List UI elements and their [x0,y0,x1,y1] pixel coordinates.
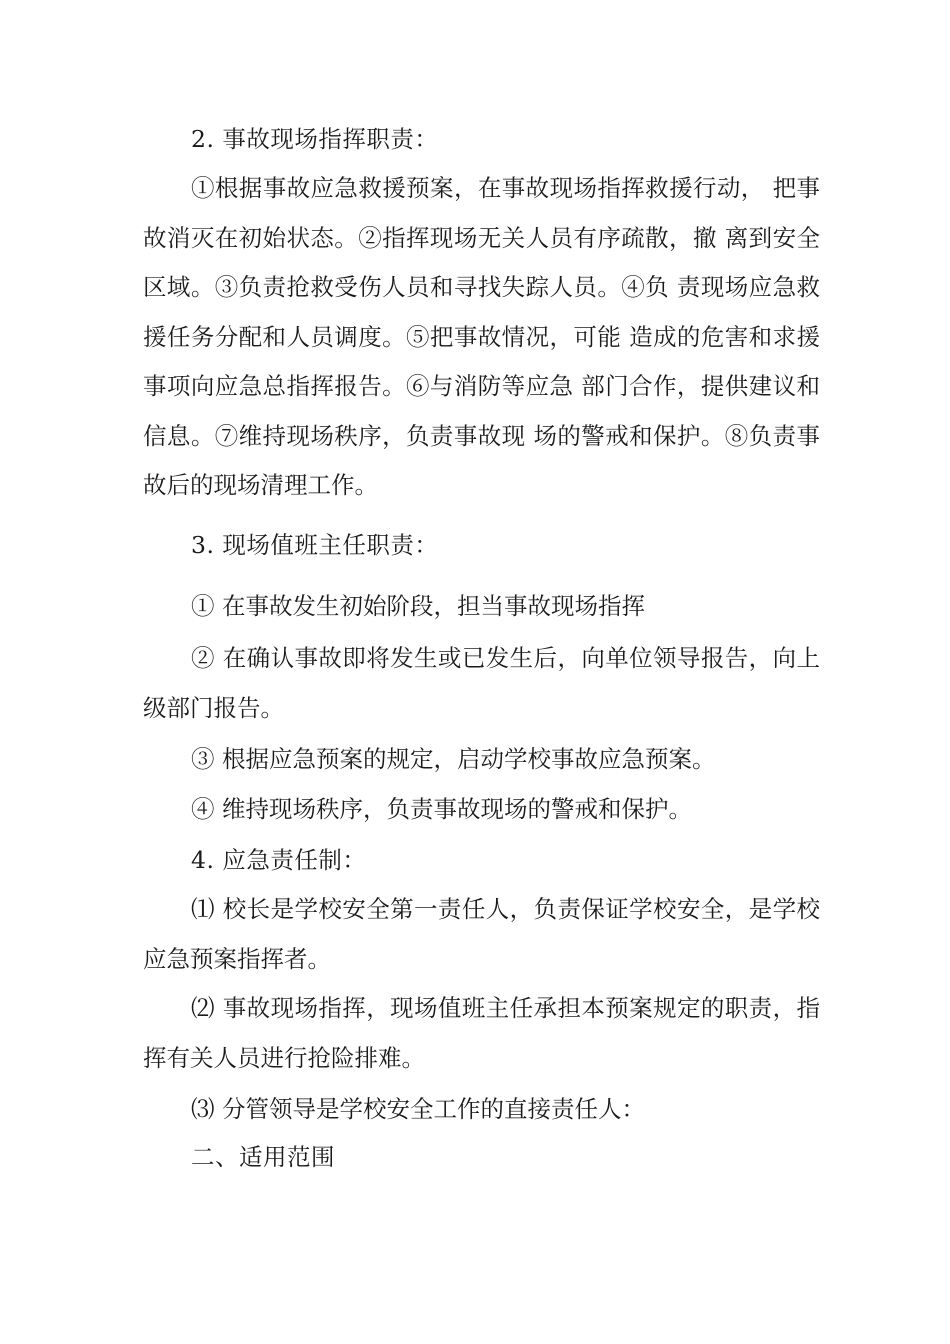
section-heading-duty-director: 3. 现场值班主任职责： [191,531,439,559]
paragraph-responsibility-2: ⑵ 事故现场指挥，现场值班主任承担本预案规定的职责，指挥有关人员进行抢险排难。 [143,994,820,1072]
paragraph-responsibility-1: ⑴ 校长是学校安全第一责任人，负责保证学校安全，是学校应急预案指挥者。 [143,895,820,973]
paragraph-duty-item-1: ① 在事故发生初始阶段，担当事故现场指挥 [191,592,645,620]
paragraph-duty-item-2: ② 在确认事故即将发生或已发生后，向单位领导报告，向上级部门报告。 [143,644,820,722]
paragraph-command-duties: ①根据事故应急救援预案，在事故现场指挥救援行动， 把事故消灭在初始状态。②指挥现场无关人员有序疏散，撤 离到安全区域。③负责抢救受伤人员和寻找失踪人员。④负 责现场应急救援任务分配和人员调度。⑤把事故情况，可能 造成的危害和求援事项向应急总指挥报告。⑥与消防等应急 部门合作，提供建议和信息。⑦维持现场秩序，负责事故现 场的警戒和保护。⑧负责事故后的现场清理工作。 [143,174,820,499]
section-heading-scope: 二、适用范围 [191,1143,335,1171]
section-heading-command-duties: 2. 事故现场指挥职责： [191,125,439,153]
section-heading-responsibility: 4. 应急责任制： [191,846,367,874]
paragraph-duty-item-3: ③ 根据应急预案的规定，启动学校事故应急预案。 [191,745,716,773]
paragraph-duty-item-4: ④ 维持现场秩序，负责事故现场的警戒和保护。 [191,795,692,823]
paragraph-responsibility-3: ⑶ 分管领导是学校安全工作的直接责任人： [191,1095,645,1123]
